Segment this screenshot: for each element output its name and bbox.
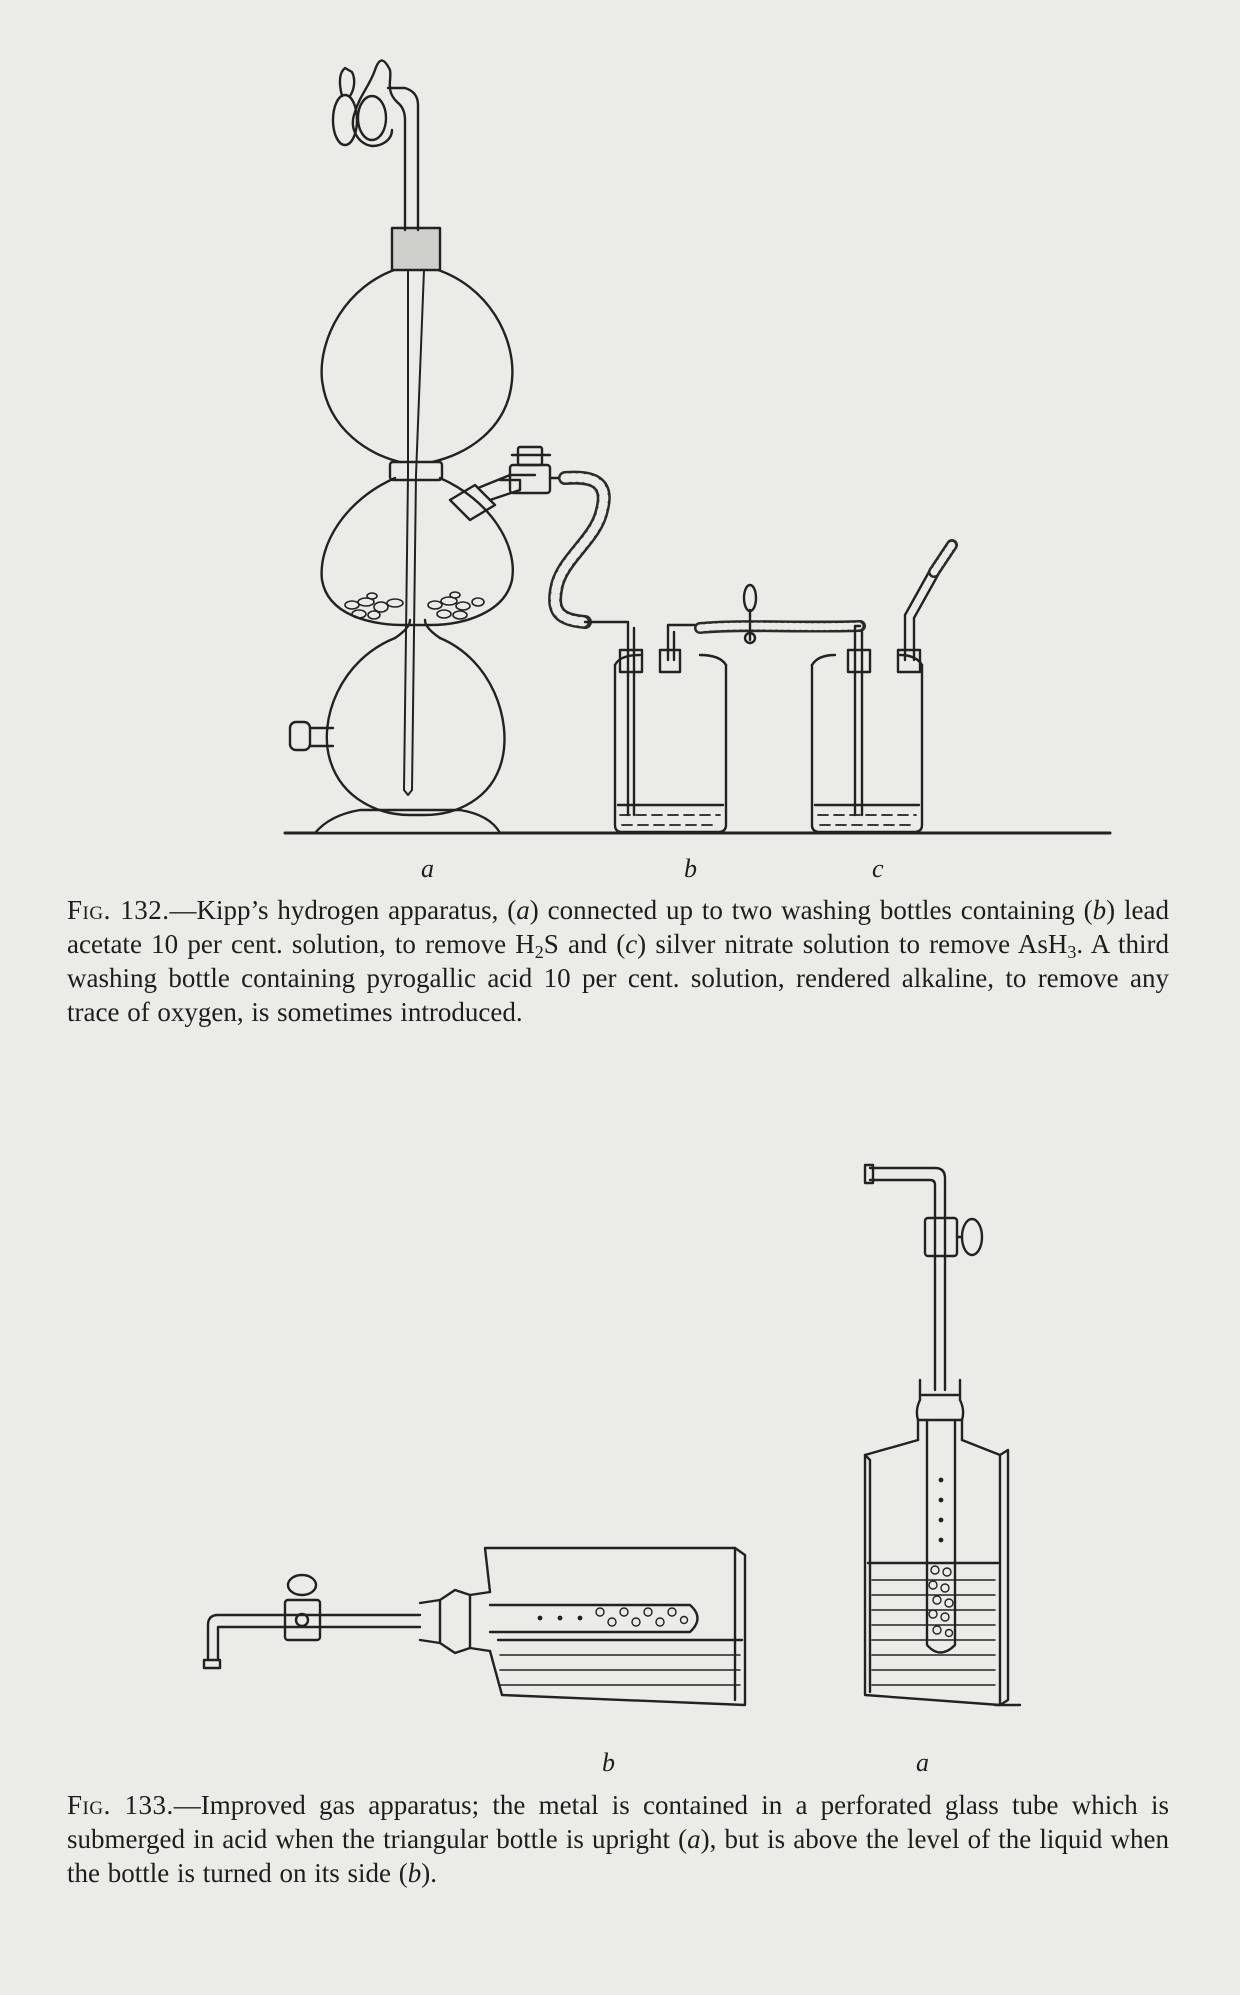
upright-triangular-bottle: [865, 1165, 1020, 1705]
upright-metal-granules: [929, 1566, 953, 1637]
figure-133-label-a: a: [916, 1748, 929, 1777]
sideways-stopcock: [285, 1600, 320, 1640]
figure-133-number: Fig. 133.: [67, 1790, 174, 1820]
figure-132-label-a: a: [421, 854, 434, 883]
figure-132-label-c: c: [872, 854, 884, 883]
sideways-metal-granules: [596, 1608, 688, 1626]
sideways-perforated-tube: [490, 1605, 698, 1632]
figure-132-number: Fig. 132.: [67, 895, 170, 925]
figure-132-label-b: b: [684, 854, 697, 883]
upright-stopcock: [925, 1218, 957, 1256]
figure-133-caption: Fig. 133.—Improved gas apparatus; the metal is contained in a perforated glass tube which is submerged in acid when the triangular bottle is upright (a), but is above the level of the liquid when the bottle is turned on its side (b).: [67, 1790, 1169, 1888]
figure-132-caption: Fig. 132.—Kipp’s hydrogen apparatus, (a) connected up to two washing bottles containing (b) lead acetate 10 per cent. solution, to remove $H_2S$ and (c) silver nitrate solution to remove AsH$_3$. A third washing bottle containing pyrogallic acid 10 per cent. solution, rendered alkaline, to remove any trace of oxygen, is sometimes introduced.: [67, 895, 1169, 1027]
sideways-triangular-bottle: [204, 1548, 745, 1705]
figure-133-label-b: b: [602, 1748, 615, 1777]
